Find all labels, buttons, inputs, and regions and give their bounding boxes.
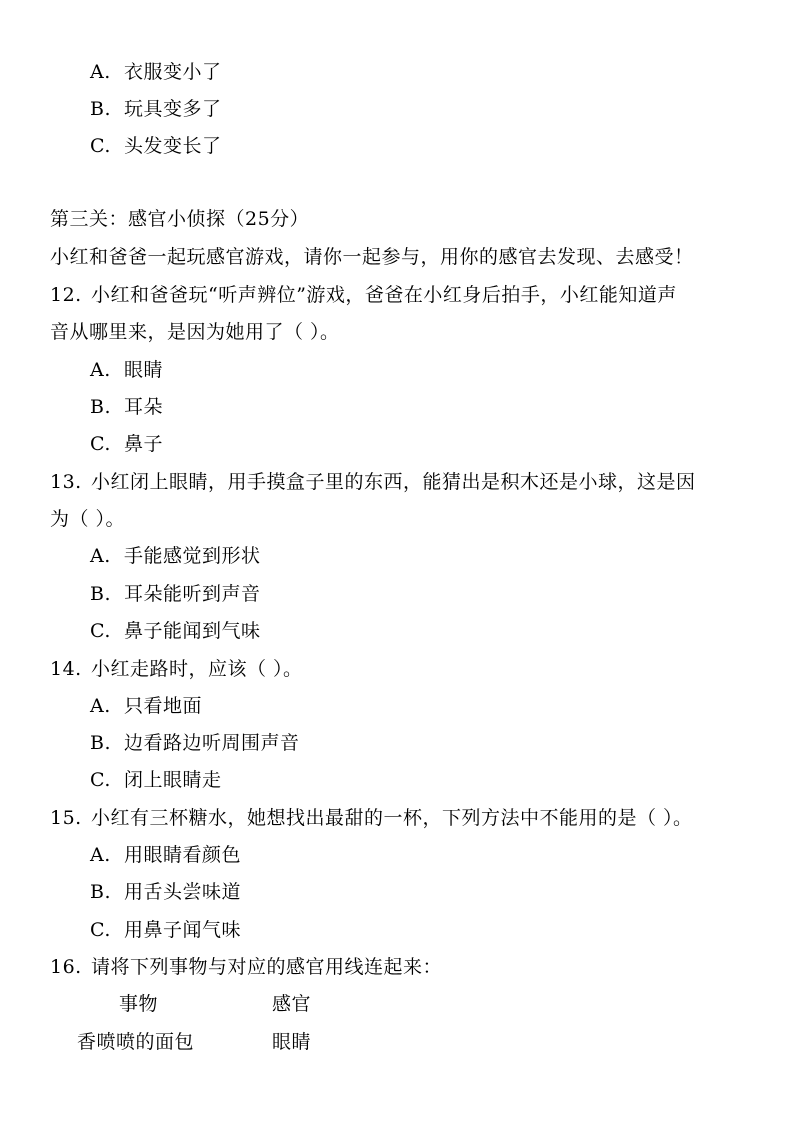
question-14-line1: 14. 小红走路时，应该（ ）。 [50,658,303,680]
question-15-option-a: A. 用眼睛看颜色 [90,844,242,866]
question-16-line1: 16. 请将下列事物与对应的感官用线连起来： [50,956,443,978]
prev-option-c: C. 头发变长了 [90,135,222,157]
prev-option-a: A. 衣服变小了 [90,61,222,83]
section-intro: 小红和爸爸一起玩感官游戏，请你一起参与，用你的感官去发现、去感受！ [50,246,694,268]
section-title: 第三关：感官小侦探（25分） [50,208,310,230]
question-13-line2: 为（ ）。 [50,508,126,530]
question-12-line2: 音从哪里来，是因为她用了（ ）。 [50,321,340,343]
question-15-option-c: C. 用鼻子闻气味 [90,919,242,941]
question-15-line1: 15. 小红有三杯糖水，她想找出最甜的一杯，下列方法中不能用的是（ ）。 [50,807,693,829]
question-14-option-a: A. 只看地面 [90,695,203,717]
question-12-option-c: C. 鼻子 [90,433,164,455]
question-12-line1: 12. 小红和爸爸玩“听声辨位”游戏，爸爸在小红身后拍手，小红能知道声 [50,284,677,306]
question-13-option-a: A. 手能感觉到形状 [90,545,261,567]
question-13-option-b: B. 耳朵能听到声音 [90,583,261,605]
question-12-option-b: B. 耳朵 [90,396,164,418]
question-13-option-c: C. 鼻子能闻到气味 [90,620,261,642]
question-12-option-a: A. 眼睛 [90,359,164,381]
matching-header-right: 感官 [272,993,312,1015]
question-14-option-b: B. 边看路边听周围声音 [90,732,300,754]
question-13-line1: 13. 小红闭上眼睛，用手摸盒子里的东西，能猜出是积木还是小球，这是因 [50,471,696,493]
question-14-option-c: C. 闭上眼睛走 [90,769,222,791]
matching-item-right: 眼睛 [272,1031,312,1053]
prev-option-b: B. 玩具变多了 [90,98,222,120]
matching-item-left: 香喷喷的面包 [77,1031,195,1053]
matching-header-left: 事物 [119,993,159,1015]
question-15-option-b: B. 用舌头尝味道 [90,881,242,903]
